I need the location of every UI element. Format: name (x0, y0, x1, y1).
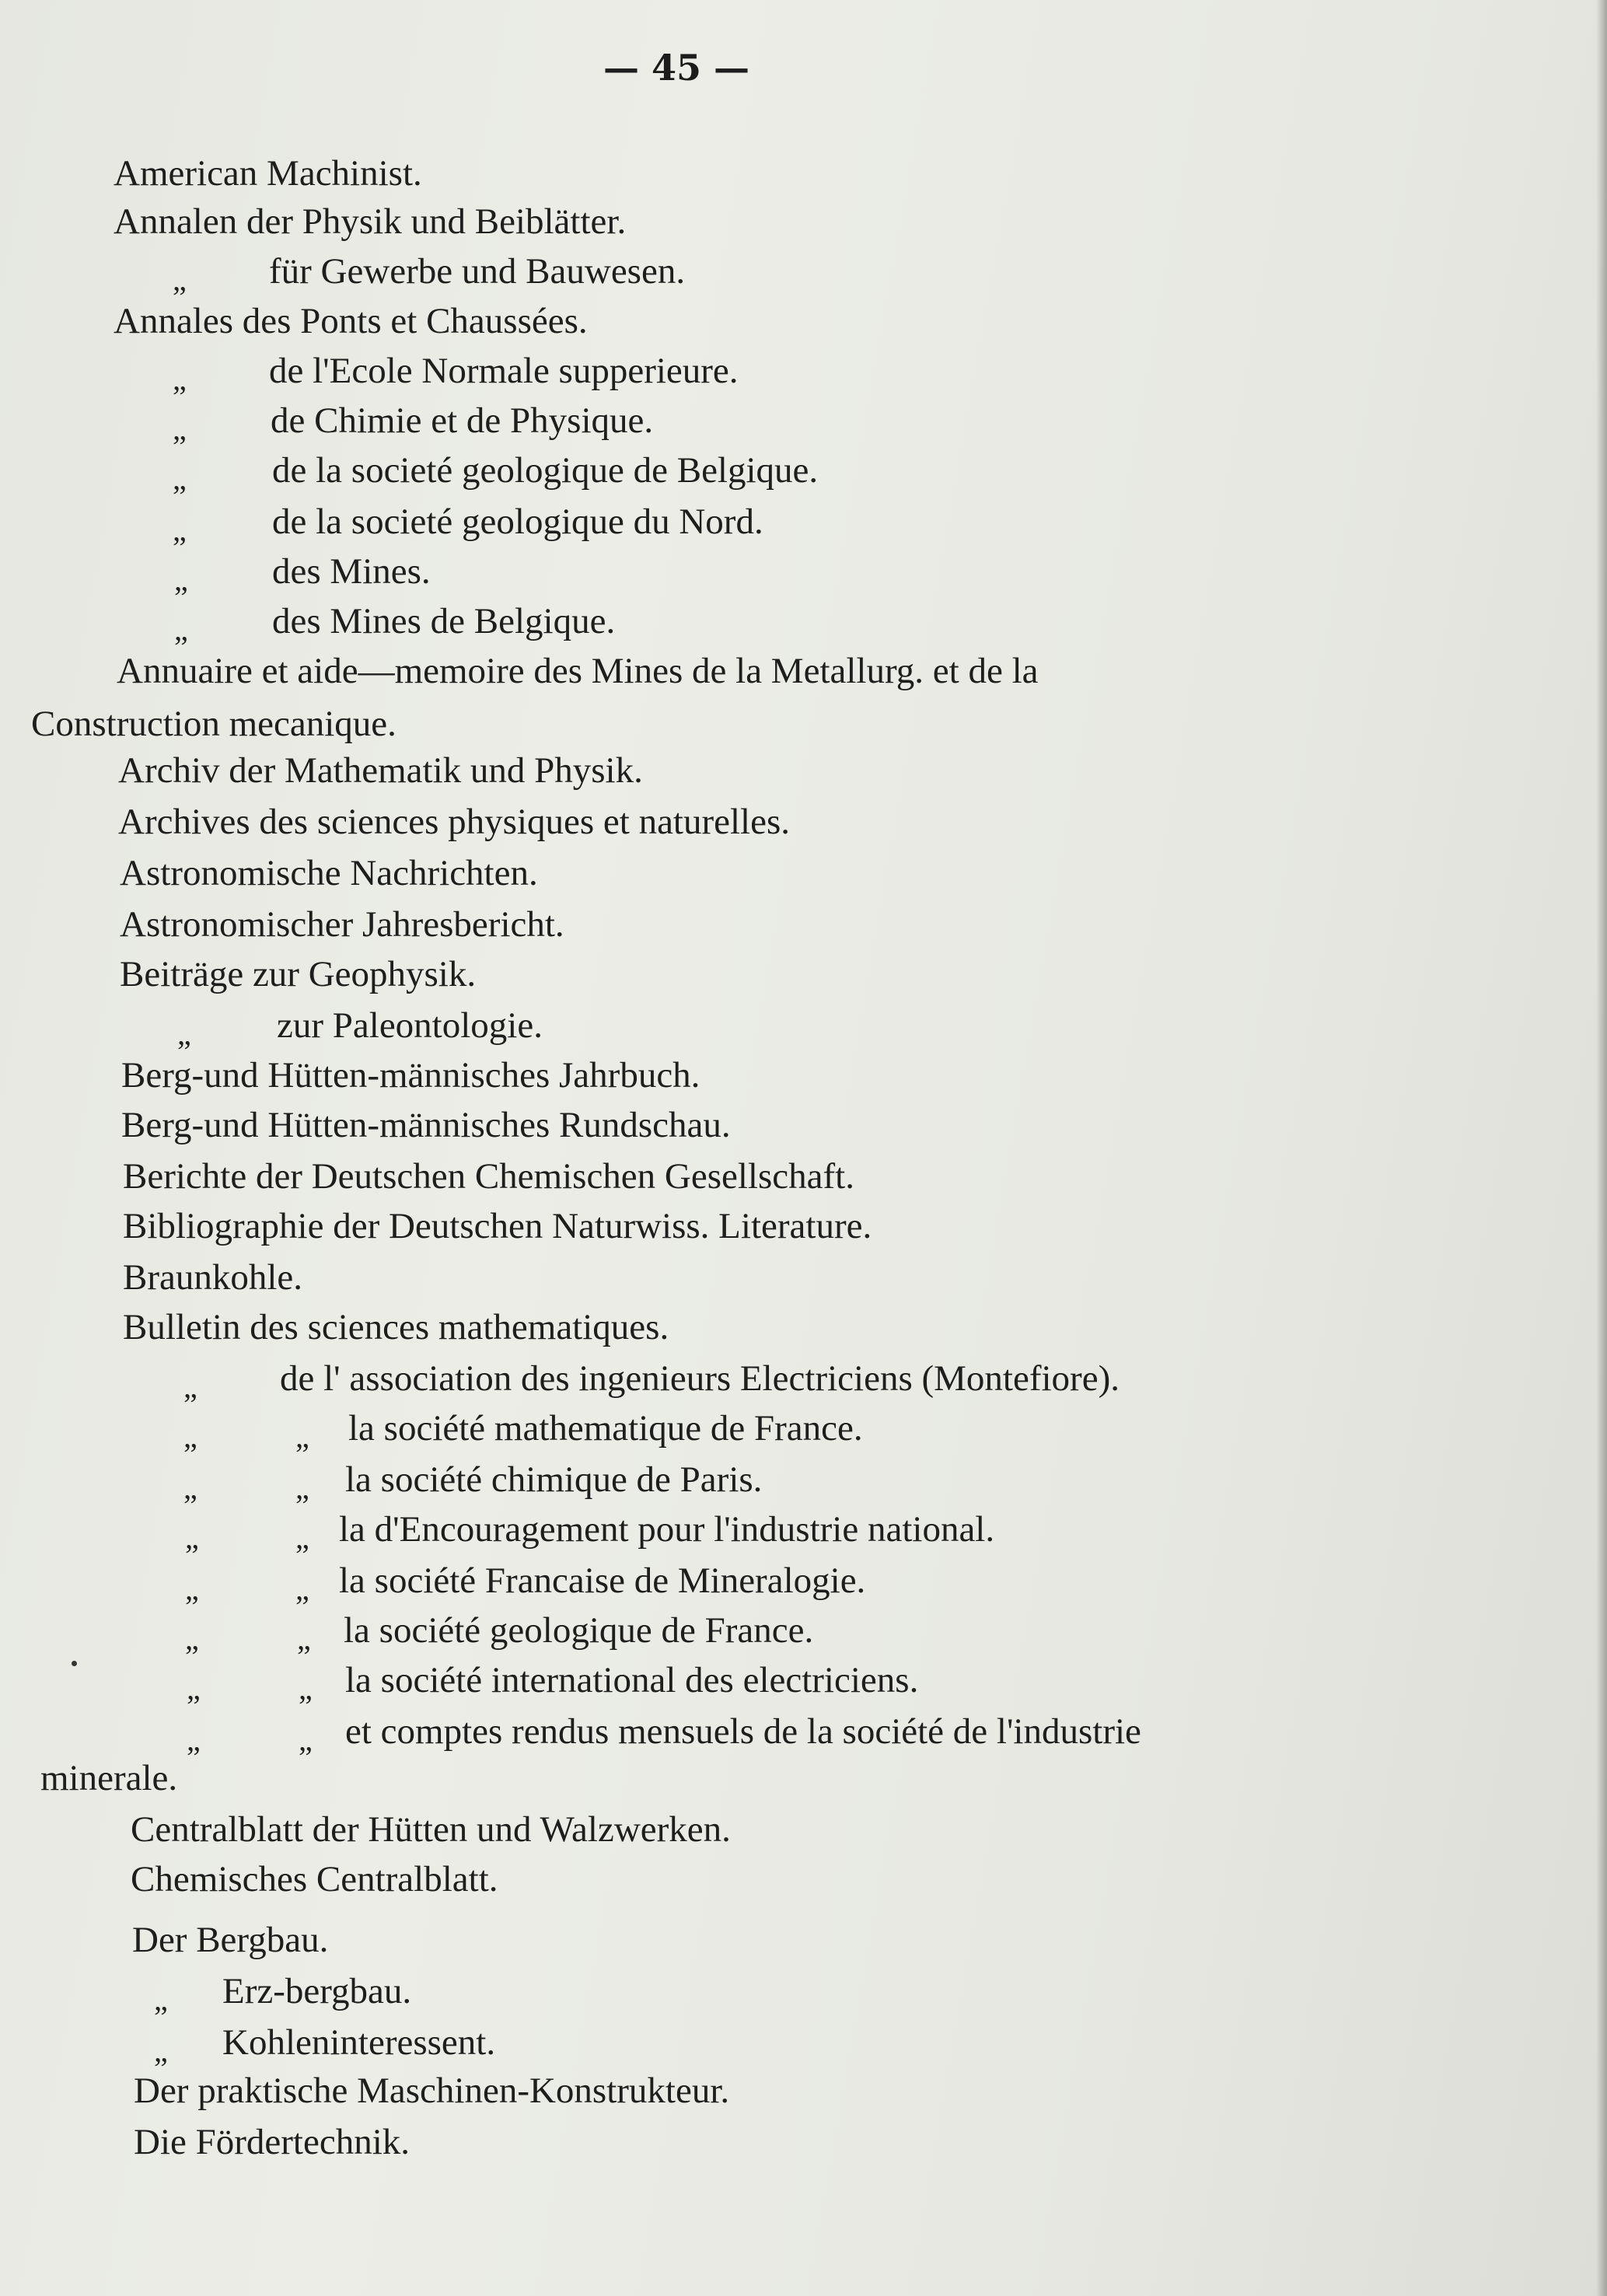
ditto-mark: „ (185, 1621, 199, 1656)
list-entry: Bibliographie der Deutschen Naturwiss. Literature. (123, 1206, 872, 1246)
list-entry: Berg-und Hütten-männisches Rundschau. (121, 1105, 731, 1145)
list-entry: de la societé geologique de Belgique. (272, 450, 819, 491)
list-entry: Centralblatt der Hütten und Walzwerken. (131, 1809, 731, 1850)
list-entry: American Machinist. (114, 153, 422, 194)
ditto-mark: „ (187, 1722, 201, 1757)
list-entry: Erz-bergbau. (222, 1971, 412, 2011)
ditto-mark: „ (174, 612, 188, 647)
list-entry: de la societé geologique du Nord. (272, 501, 763, 542)
ditto-mark: „ (154, 1982, 168, 2017)
list-entry: Beiträge zur Geophysik. (120, 954, 477, 994)
page-number: — 45 — (603, 47, 750, 89)
ditto-mark: „ (295, 1419, 309, 1454)
ditto-mark: „ (185, 1571, 199, 1606)
ditto-mark: „ (173, 262, 187, 297)
ditto-mark: „ (183, 1369, 197, 1404)
list-entry: Berichte der Deutschen Chemischen Gesellschaft. (123, 1156, 854, 1197)
list-entry: des Mines. (272, 551, 431, 592)
list-entry: zur Paleontologie. (277, 1005, 543, 1046)
ditto-mark: „ (183, 1419, 197, 1454)
list-entry: Berg-und Hütten-männisches Jahrbuch. (121, 1055, 700, 1096)
ink-speck (72, 1661, 77, 1666)
ditto-mark: „ (173, 512, 187, 547)
ditto-mark: „ (183, 1470, 197, 1505)
list-entry: Der Bergbau. (132, 1920, 329, 1960)
list-entry: minerale. (40, 1758, 178, 1798)
ditto-mark: „ (185, 1520, 199, 1555)
list-entry: Archives des sciences physiques et naturelles. (118, 802, 791, 842)
list-entry: et comptes rendus mensuels de la société de l'industrie (345, 1711, 1141, 1752)
list-entry: Braunkohle. (123, 1257, 303, 1298)
list-entry: de l' association des ingenieurs Electriciens (Montefiore). (280, 1358, 1120, 1399)
page-edge-shadow (1596, 0, 1607, 2296)
ditto-mark: „ (295, 1571, 309, 1606)
ditto-mark: „ (187, 1671, 201, 1706)
ditto-mark: „ (177, 1016, 191, 1051)
list-entry: Kohleninteressent. (222, 2022, 496, 2063)
ditto-mark: „ (173, 411, 187, 446)
ditto-mark: „ (174, 562, 188, 597)
list-entry: Der praktische Maschinen-Konstrukteur. (134, 2071, 730, 2111)
list-entry: Annalen der Physik und Beiblätter. (114, 201, 627, 242)
list-entry: Bulletin des sciences mathematiques. (123, 1307, 669, 1347)
list-entry: Annales des Ponts et Chaussées. (114, 301, 588, 341)
list-entry: la société chimique de Paris. (345, 1459, 763, 1500)
list-entry: Astronomischer Jahresbericht. (120, 904, 564, 945)
ditto-mark: „ (295, 1470, 309, 1505)
ditto-mark: „ (173, 461, 187, 496)
list-entry: Die Fördertechnik. (134, 2122, 410, 2162)
list-entry: Astronomische Nachrichten. (120, 853, 538, 893)
list-entry: la société international des electriciens. (345, 1660, 919, 1700)
ditto-mark: „ (299, 1671, 313, 1706)
list-entry: la d'Encouragement pour l'industrie national. (339, 1509, 995, 1550)
ditto-mark: „ (154, 2033, 168, 2068)
ditto-mark: „ (295, 1520, 309, 1555)
list-entry: des Mines de Belgique. (272, 601, 616, 641)
list-entry: la société Francaise de Mineralogie. (339, 1560, 866, 1601)
ditto-mark: „ (297, 1621, 311, 1656)
list-entry: Construction mecanique. (31, 704, 397, 744)
list-entry: Archiv der Mathematik und Physik. (118, 750, 643, 791)
list-entry: de l'Ecole Normale supperieure. (269, 351, 739, 391)
list-entry: Chemisches Centralblatt. (131, 1859, 498, 1899)
list-entry: Annuaire et aide—memoire des Mines de la Metallurg. et de la (117, 651, 1039, 691)
list-entry: für Gewerbe und Bauwesen. (269, 251, 686, 292)
ditto-mark: „ (299, 1722, 313, 1757)
list-entry: la société geologique de France. (344, 1610, 814, 1651)
list-entry: de Chimie et de Physique. (271, 400, 654, 441)
list-entry: la société mathematique de France. (348, 1408, 863, 1449)
ditto-mark: „ (173, 362, 187, 397)
